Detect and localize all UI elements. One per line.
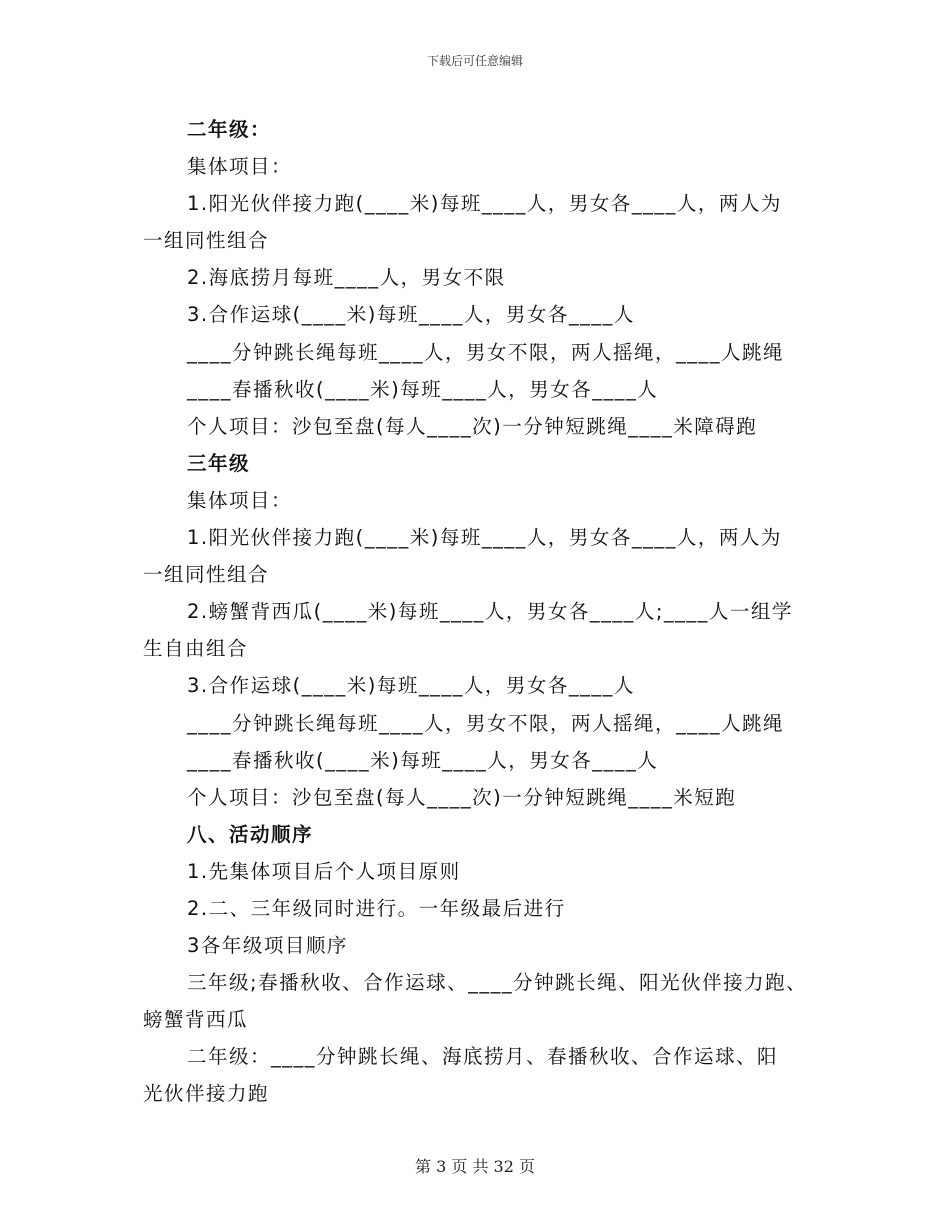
body-text-line: ____分钟跳长绳每班____人，男女不限，两人摇绳，____人跳绳 (187, 711, 785, 735)
body-text-line: 二年级：____分钟跳长绳、海底捞月、春播秋收、合作运球、阳 (187, 1045, 779, 1069)
body-text-line: 2.螃蟹背西瓜(____米)每班____人，男女各____人;____人一组学 (187, 600, 793, 624)
page-footer: 第 3 页 共 32 页 (415, 1157, 535, 1176)
section-heading: 二年级： (187, 118, 272, 141)
body-text-line: 螃蟹背西瓜 (143, 1008, 249, 1032)
body-text-line: 1.先集体项目后个人项目原则 (187, 859, 461, 883)
body-text-line: 一组同性组合 (143, 229, 270, 253)
body-text-line: 个人项目：沙包至盘(每人____次)一分钟短跳绳____米短跑 (187, 785, 737, 809)
body-text-line: ____春播秋收(____米)每班____人，男女各____人 (187, 748, 659, 772)
body-text-line: 2.二、三年级同时进行。一年级最后进行 (187, 896, 566, 920)
page-header: 下载后可任意编辑 (426, 54, 523, 68)
body-text-line: 1.阳光伙伴接力跑(____米)每班____人，男女各____人，两人为 (187, 526, 782, 550)
body-text-line: 三年级;春播秋收、合作运球、____分钟跳长绳、阳光伙伴接力跑、 (187, 971, 808, 995)
body-text-line: 2.海底捞月每班____人，男女不限 (187, 266, 506, 290)
body-text-line: 3各年级项目顺序 (187, 934, 348, 958)
body-text-line: 生自由组合 (143, 637, 249, 661)
body-text-line: 1.阳光伙伴接力跑(____米)每班____人，男女各____人，两人为 (187, 192, 782, 216)
body-text-line: 集体项目： (187, 488, 293, 512)
section-heading: 三年级 (187, 451, 251, 475)
body-text-line: 3.合作运球(____米)每班____人，男女各____人 (187, 674, 635, 698)
section-heading: 八、活动顺序 (187, 822, 314, 846)
body-text-line: 个人项目：沙包至盘(每人____次)一分钟短跳绳____米障碍跑 (187, 414, 758, 438)
body-text-line: 光伙伴接力跑 (143, 1082, 270, 1106)
body-text-line: ____分钟跳长绳每班____人，男女不限，两人摇绳，____人跳绳 (187, 340, 785, 364)
body-text-line: 一组同性组合 (143, 563, 270, 587)
document-body (0, 111, 950, 1113)
body-text-line: 集体项目： (187, 155, 293, 179)
body-text-line: ____春播秋收(____米)每班____人，男女各____人 (187, 377, 659, 401)
body-text-line: 3.合作运球(____米)每班____人，男女各____人 (187, 303, 635, 327)
